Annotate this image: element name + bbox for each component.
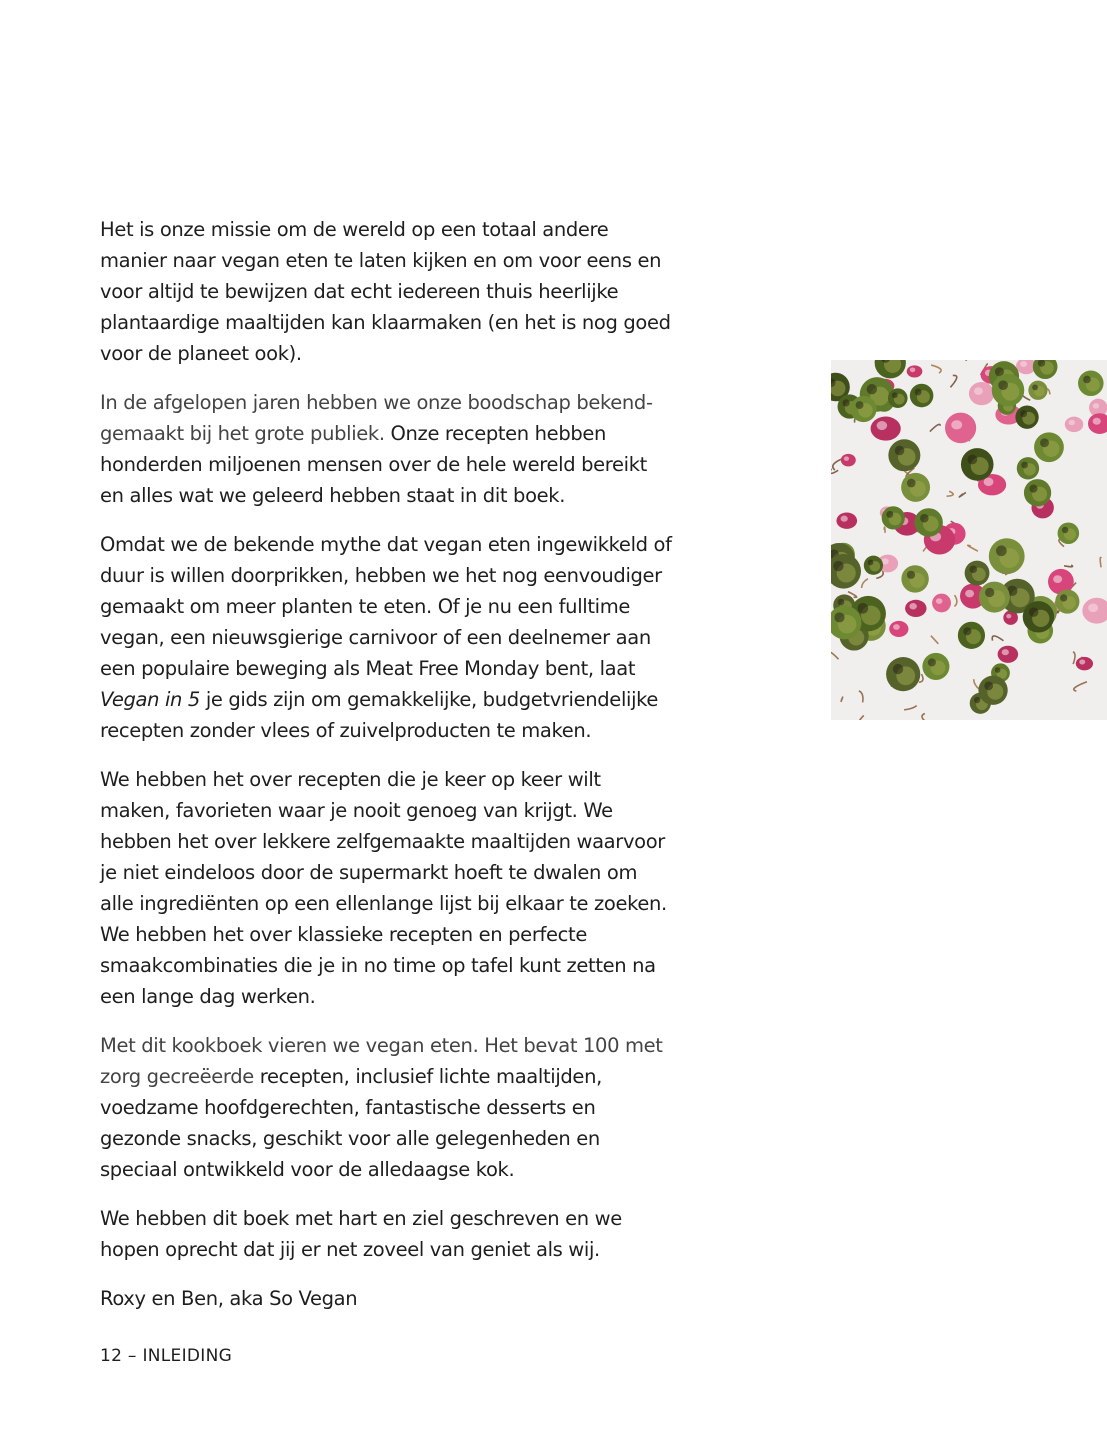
paragraph-mission-text: Het is onze missie om de wereld op een totaal andere manier naar vegan eten te laten kijken en om voor eens en voor altijd te bewijzen dat echt iedereen thuis heerlijke plantaardige maaltijden kan klaarmaken (en het is nog goed voor de planeet ook). xyxy=(100,218,671,365)
sprout-char xyxy=(886,511,893,518)
sprout-char xyxy=(915,388,922,395)
radish-highlight xyxy=(1053,575,1062,583)
roasted-sprouts-radishes-image xyxy=(831,360,1107,720)
radish-highlight xyxy=(1020,361,1027,367)
paragraph-cookbook-light: Met dit kookboek vieren we vegan eten. Het bevat 100 met zorg gecreëerde xyxy=(100,1034,663,1088)
page-number-label: 12 – INLEIDING xyxy=(100,1346,233,1366)
paragraph-reach-light: In de afgelopen jaren hebben we onze boodschap bekendgemaakt bij het grote publiek. xyxy=(100,391,653,445)
sprout-char xyxy=(842,399,849,406)
sprout-char xyxy=(867,384,877,394)
paragraph-reach xyxy=(100,387,675,511)
sprout-char xyxy=(970,566,977,573)
sprout-char xyxy=(838,599,845,606)
sprout-char xyxy=(995,667,1001,673)
radish-highlight xyxy=(841,516,848,522)
sprout-char xyxy=(1040,438,1049,447)
sprout-char xyxy=(892,392,898,398)
book-title: Vegan in 5 xyxy=(100,688,200,711)
sprout-char xyxy=(834,612,844,622)
sprout-char xyxy=(963,627,971,635)
radish-highlight xyxy=(1079,659,1085,664)
sprout-char xyxy=(893,664,903,674)
radish-highlight xyxy=(844,456,849,460)
paragraph-cookbook xyxy=(100,1030,675,1185)
radish-highlight xyxy=(984,478,994,486)
sprout-char xyxy=(984,681,993,690)
paragraph-heart-text: We hebben dit boek met hart en ziel geschreven en we hopen oprecht dat jij er net zoveel van geniet als wij. xyxy=(100,1207,622,1261)
sprout-char xyxy=(1021,462,1028,469)
radish-highlight xyxy=(1068,420,1074,426)
sprout-char xyxy=(833,561,843,571)
food-photo xyxy=(831,360,1107,720)
sprout-char xyxy=(1062,527,1068,533)
sprout-char xyxy=(967,455,977,465)
paragraph-mission xyxy=(100,214,675,369)
sprout-char xyxy=(1029,485,1037,493)
sprout-char xyxy=(858,603,869,614)
sprout-char xyxy=(907,479,916,488)
signature-line xyxy=(100,1283,675,1314)
paragraph-myth xyxy=(100,529,675,746)
radish-highlight xyxy=(974,387,983,395)
sprout-char xyxy=(1060,594,1067,601)
sprout-char xyxy=(1032,385,1038,391)
sprout-char xyxy=(974,697,980,703)
paragraph-recipes xyxy=(100,764,675,1012)
sprout-char xyxy=(996,545,1007,556)
radish-highlight xyxy=(965,590,974,598)
paragraph-cookbook-text: recepten, inclusief lichte maaltijden, voedzame hoofdgerechten, fantastische desserts en gezonde snacks, geschikt voor alle gelegenheden en speciaal ontwikkeld voor de alledaagse kok. xyxy=(100,1065,602,1181)
radish-highlight xyxy=(910,367,915,372)
paragraph-myth-intro: Omdat we de bekende mythe dat vegan eten ingewikkeld of duur is willen doorprikken, hebben we het nog eenvoudiger gemaakt om meer planten te eten. Of je nu een fulltime vegan, een nieuwsgierige carnivoor of een deelnemer aan een populaire beweging als Meat Free Monday bent, laat xyxy=(100,533,672,680)
radish-highlight xyxy=(1093,418,1101,425)
radish-highlight xyxy=(936,598,943,604)
radish-highlight xyxy=(1006,614,1011,618)
sprout-char xyxy=(985,588,994,597)
sprout-char xyxy=(868,560,874,566)
sprout-char xyxy=(998,380,1008,390)
sprout-char xyxy=(1020,410,1027,417)
sprout-char xyxy=(856,401,864,409)
paragraph-heart xyxy=(100,1203,675,1265)
paragraph-myth-outro: je gids zijn om gemakkelijke, budgetvriendelijke recepten zonder vlees of zuivelproducten te maken. xyxy=(100,688,659,742)
sprout-char xyxy=(920,514,929,523)
shallot-strand xyxy=(884,527,885,533)
signature-text: Roxy en Ben, aka So Vegan xyxy=(100,1287,358,1310)
sprout-char xyxy=(895,446,905,456)
radish-highlight xyxy=(1088,604,1098,613)
sprout-char xyxy=(1083,376,1091,384)
radish-highlight xyxy=(893,624,900,630)
intro-text xyxy=(100,214,675,1332)
radish-highlight xyxy=(1002,649,1009,655)
paragraph-reach-text: Onze recepten hebben honderden miljoenen mensen over de hele wereld bereikt en alles wat we geleerd hebben staat in dit boek. xyxy=(100,422,647,507)
radish-highlight xyxy=(951,420,962,429)
sprout-char xyxy=(928,658,936,666)
paragraph-recipes-text: We hebben het over recepten die je keer op keer wilt maken, favorieten waar je nooit genoeg van krijgt. We hebben het over lekkere zelfgemaakte maaltijden waarvoor je niet eindeloos door de supermarkt hoeft te dwalen om alle ingrediënten op een ellenlange lijst bij elkaar te zoeken. We hebben het over klassieke recepten en perfecte smaakcombinaties die je in no time op tafel kunt zetten na een lange dag werken. xyxy=(100,768,667,1008)
sprout-char xyxy=(1029,607,1038,616)
radish-highlight xyxy=(1093,403,1099,409)
radish-highlight xyxy=(909,603,917,609)
radish-highlight xyxy=(877,421,888,430)
sprout-char xyxy=(907,571,915,579)
